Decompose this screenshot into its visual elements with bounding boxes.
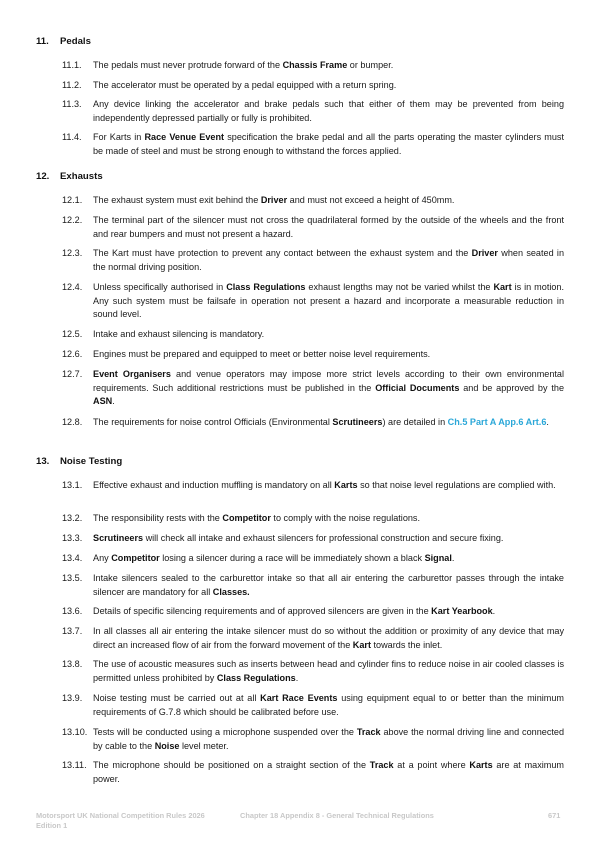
- clause-text: The requirements for noise control Officials (Environmental Scrutineers) are detailed in Ch.5 Part A App.6 Art.6.: [93, 417, 549, 427]
- clause: [62, 348, 564, 362]
- defined-term: Driver: [260, 195, 288, 205]
- clause-number: 11.4.: [62, 132, 82, 142]
- clause: [62, 572, 564, 599]
- defined-term: Kart: [493, 282, 512, 292]
- clause-text: The use of acoustic measures such as inserts between head and cylinder fins to reduce noise in air cooled classes is permitted unless prohibited by Class Regulations.: [93, 659, 564, 683]
- section-number: 13.: [36, 456, 50, 467]
- clause: [62, 692, 564, 719]
- clause: [62, 214, 564, 241]
- clause-number: 12.7.: [62, 369, 83, 379]
- clause: [62, 759, 564, 786]
- clause-number: 12.1.: [62, 195, 83, 205]
- clause-number: 13.4.: [62, 553, 83, 563]
- section-title: Exhausts: [60, 171, 103, 182]
- clause-number: 11.3.: [62, 99, 82, 109]
- defined-term: Scrutineers: [332, 417, 383, 427]
- page-number: 671: [548, 811, 561, 820]
- clause-number: 13.6.: [62, 606, 83, 616]
- clause-number: 11.1.: [62, 60, 82, 70]
- clause: [62, 532, 564, 546]
- clause: [62, 625, 564, 652]
- defined-term: Scrutineers: [93, 533, 144, 543]
- clause-text: Unless specifically authorised in Class Regulations exhaust lengths may not be varied whilst the Kart is in motion. Any such system must be failsafe in operation not present a hazard and incorporate a measurable reduction in sound level.: [93, 282, 565, 320]
- defined-term: Class Regulations: [216, 672, 296, 683]
- clause-text: The Kart must have protection to prevent any contact between the exhaust system and the Driver when seated in the normal driving position.: [93, 248, 565, 272]
- clause-text: The accelerator must be operated by a pedal equipped with a return spring.: [93, 80, 397, 90]
- clause-text: Any device linking the accelerator and brake pedals such that either of them may be prevented from being independently depressed partially or fully is prohibited.: [93, 99, 564, 123]
- defined-term: Official Documents: [375, 382, 460, 393]
- clause-text: Event Organisers and venue operators may impose more strict levels according to their own environmental requirements. Such additional restrictions must be published in the Official Documents and be approved by the ASN.: [93, 369, 565, 407]
- clause: [62, 552, 564, 566]
- clause-text: Intake silencers sealed to the carburettor intake so that all air entering the carburettor passes through the intake silencer are mandatory for all Classes.: [93, 573, 564, 597]
- footer-chapter: Chapter 18 Appendix 8 - General Technical Regulations: [240, 811, 434, 820]
- section-number: 11.: [36, 36, 49, 47]
- clause-text: Any Competitor losing a silencer during a race will be immediately shown a black Signal.: [93, 553, 455, 563]
- clause-number: 12.2.: [62, 215, 83, 225]
- defined-term: Driver: [471, 248, 498, 258]
- defined-term: Kart Race Events: [260, 693, 338, 703]
- defined-term: Kart Yearbook: [431, 606, 493, 616]
- clause: [62, 328, 564, 342]
- clause: [62, 605, 564, 619]
- clause-text: Details of specific silencing requirements and of approved silencers are given in the Kart Yearbook.: [93, 606, 496, 616]
- defined-term: Noise: [154, 740, 180, 751]
- cross-reference-link[interactable]: Ch.5 Part A App.6 Art.6: [447, 417, 547, 427]
- clause: [62, 194, 564, 208]
- clause-number: 12.5.: [62, 329, 83, 339]
- clause-number: 13.9.: [62, 693, 83, 703]
- defined-term: Karts: [469, 760, 493, 770]
- section-title: Noise Testing: [60, 456, 123, 467]
- clause-text: In all classes all air entering the intake silencer must do so without the addition or proximity of any device that may direct an increased flow of air from the forward movement of the Kart towards the inlet.: [93, 626, 564, 650]
- clause-number: 13.5.: [62, 573, 83, 583]
- footer-publication: [36, 811, 205, 831]
- clause-number: 12.4.: [62, 282, 83, 292]
- defined-term: Competitor: [222, 513, 271, 523]
- clause-text: Engines must be prepared and equipped to meet or better noise level requirements.: [93, 349, 431, 359]
- clause-text: The terminal part of the silencer must not cross the quadrilateral formed by the outside of the wheels and the front and rear bumpers and must not present a hazard.: [93, 215, 564, 239]
- clause-text: The pedals must never protrude forward of the Chassis Frame or bumper.: [93, 60, 394, 70]
- clause: [62, 59, 564, 73]
- defined-term: Track: [369, 760, 394, 770]
- clause-number: 12.6.: [62, 349, 83, 359]
- clause-number: 13.1.: [62, 480, 83, 490]
- clause: [62, 281, 564, 322]
- clause: [62, 726, 564, 753]
- footer-edition: Edition 1: [36, 821, 68, 830]
- clause-number: 11.2.: [62, 80, 82, 90]
- defined-term: Race Venue Event: [144, 132, 225, 142]
- clause-number: 13.11.: [62, 760, 87, 770]
- defined-term: Class Regulations: [226, 282, 306, 292]
- clause-number: 12.8.: [62, 417, 83, 427]
- clause-text: Tests will be conducted using a microphone suspended over the Track above the normal driving line and connected by cable to the Noise level meter.: [93, 727, 565, 751]
- clause-text: The responsibility rests with the Competitor to comply with the noise regulations.: [93, 513, 421, 523]
- clause-number: 13.7.: [62, 626, 83, 636]
- clause: [62, 98, 564, 125]
- defined-term: Karts: [334, 480, 358, 490]
- clause: [62, 512, 564, 526]
- defined-term: Chassis Frame: [282, 60, 348, 70]
- defined-term: Event Organisers: [93, 369, 171, 379]
- section-heading: [36, 36, 91, 47]
- defined-term: Track: [356, 727, 381, 737]
- defined-term: Competitor: [111, 553, 160, 563]
- section-heading: [36, 456, 122, 467]
- clause-text: Noise testing must be carried out at all Kart Race Events using equipment equal to or better than the minimum requirements of G.7.8 which should be calibrated before use.: [93, 693, 564, 717]
- clause: [62, 368, 564, 409]
- clause-number: 12.3.: [62, 248, 83, 258]
- clause: [62, 416, 564, 430]
- clause: [62, 658, 564, 685]
- footer-title: Motorsport UK National Competition Rules 2026: [36, 811, 205, 820]
- defined-term: Signal: [424, 553, 452, 563]
- clause-number: 13.8.: [62, 659, 83, 669]
- section-number: 12.: [36, 171, 50, 182]
- defined-term: ASN: [93, 396, 113, 407]
- clause-text: The exhaust system must exit behind the Driver and must not exceed a height of 450mm.: [93, 195, 455, 205]
- defined-term: Kart: [352, 639, 371, 650]
- defined-term: Classes.: [212, 586, 250, 597]
- clause-number: 13.3.: [62, 533, 83, 543]
- clause-text: Scrutineers will check all intake and exhaust silencers for professional construction and secure fixing.: [93, 533, 504, 543]
- clause: [62, 131, 564, 158]
- clause: [62, 479, 564, 493]
- section-title: Pedals: [60, 36, 91, 47]
- clause: [62, 79, 564, 93]
- clause-number: 13.2.: [62, 513, 83, 523]
- clause-text: Effective exhaust and induction muffling is mandatory on all Karts so that noise level regulations are complied with.: [93, 480, 556, 490]
- clause-text: The microphone should be positioned on a straight section of the Track at a point where Karts are at maximum power.: [93, 760, 564, 784]
- clause-number: 13.10.: [62, 727, 88, 737]
- clause: [62, 247, 564, 274]
- clause-text: Intake and exhaust silencing is mandatory.: [93, 329, 265, 339]
- clause-text: For Karts in Race Venue Event specification the brake pedal and all the parts operating the master cylinders must be made of steel and must be strong enough to withstand the forces applied.: [93, 132, 564, 156]
- section-heading: [36, 171, 103, 182]
